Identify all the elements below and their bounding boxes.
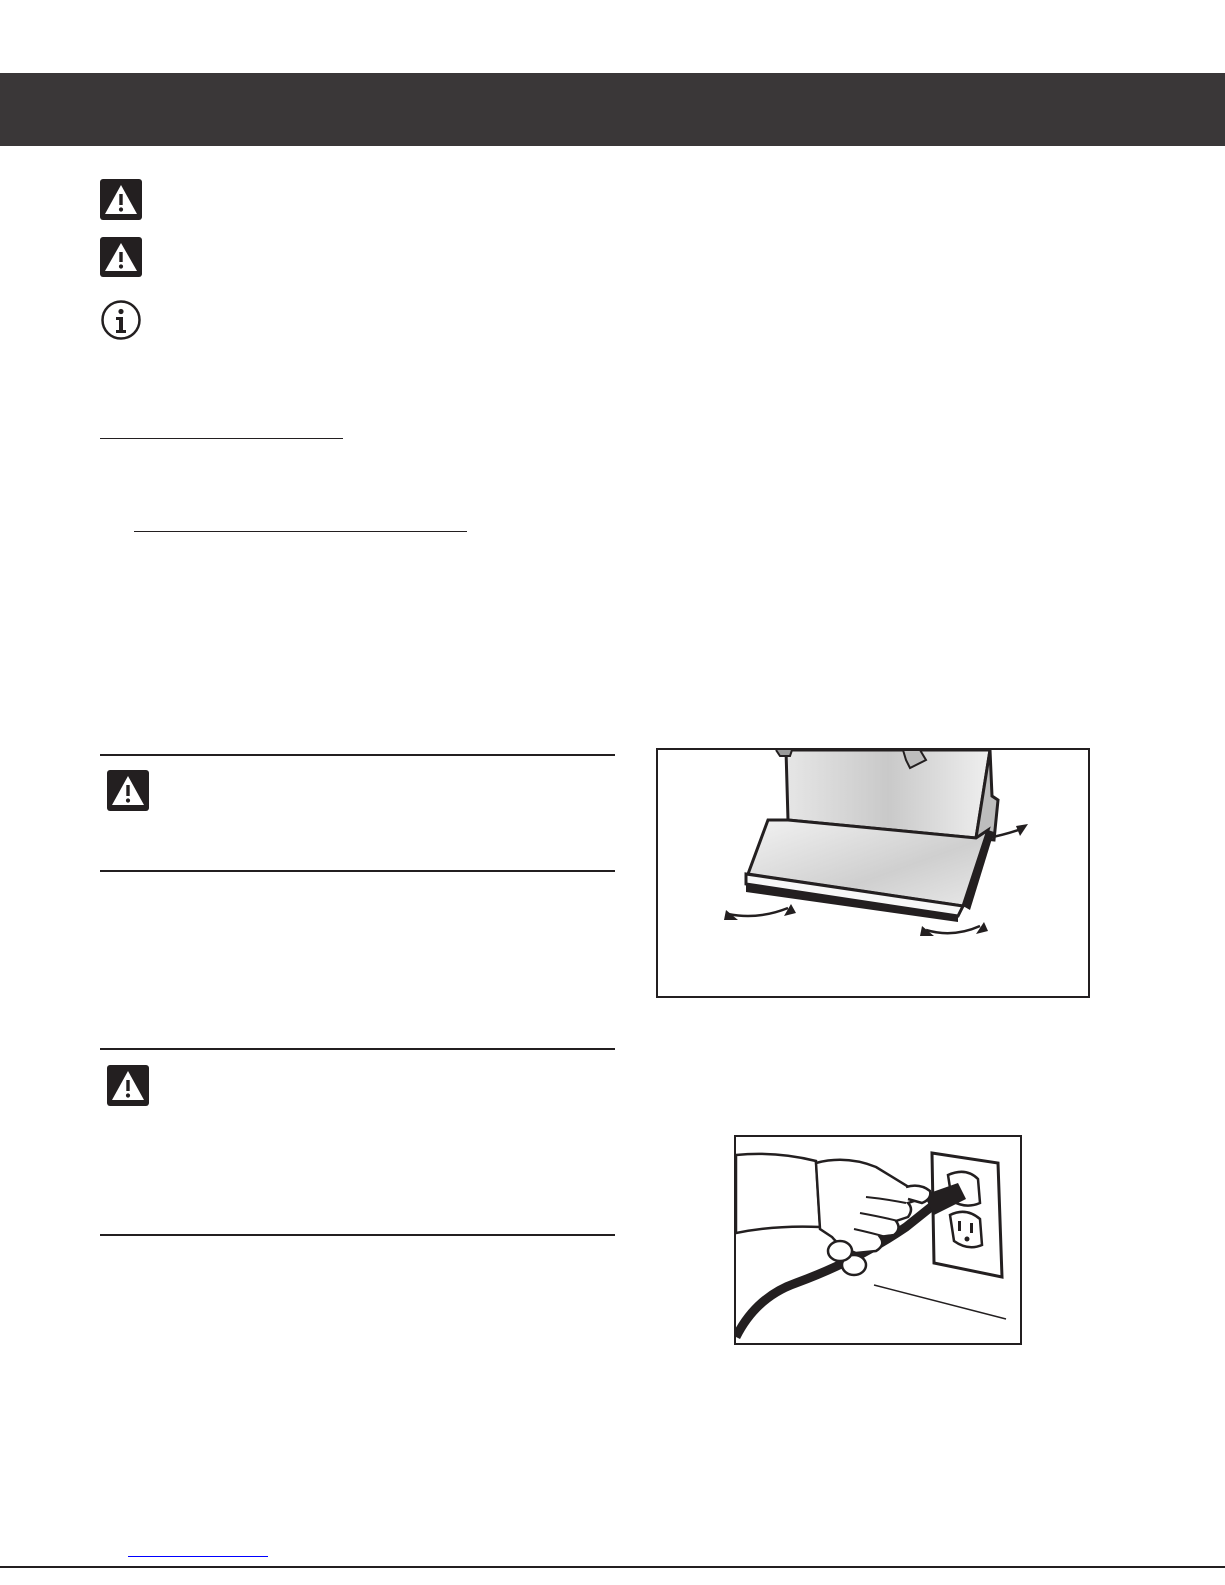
warning-block-bottom-rule (100, 870, 615, 872)
footer-link-underline (128, 1556, 268, 1557)
caution-icon (100, 237, 142, 277)
subheading-underline (134, 531, 467, 532)
warning-icon (107, 770, 149, 811)
plug-outlet-figure (734, 1135, 1022, 1345)
base-leveling-figure (656, 748, 1090, 998)
warning-block-top-rule (100, 1048, 615, 1050)
header-bar (0, 73, 1225, 146)
warning-icon (107, 1065, 149, 1106)
info-icon (100, 299, 142, 341)
footer-rule (0, 1566, 1225, 1568)
warning-block-top-rule (100, 754, 615, 756)
heading-underline (100, 438, 343, 439)
warning-block-bottom-rule (100, 1234, 615, 1236)
warning-icon (100, 179, 142, 220)
